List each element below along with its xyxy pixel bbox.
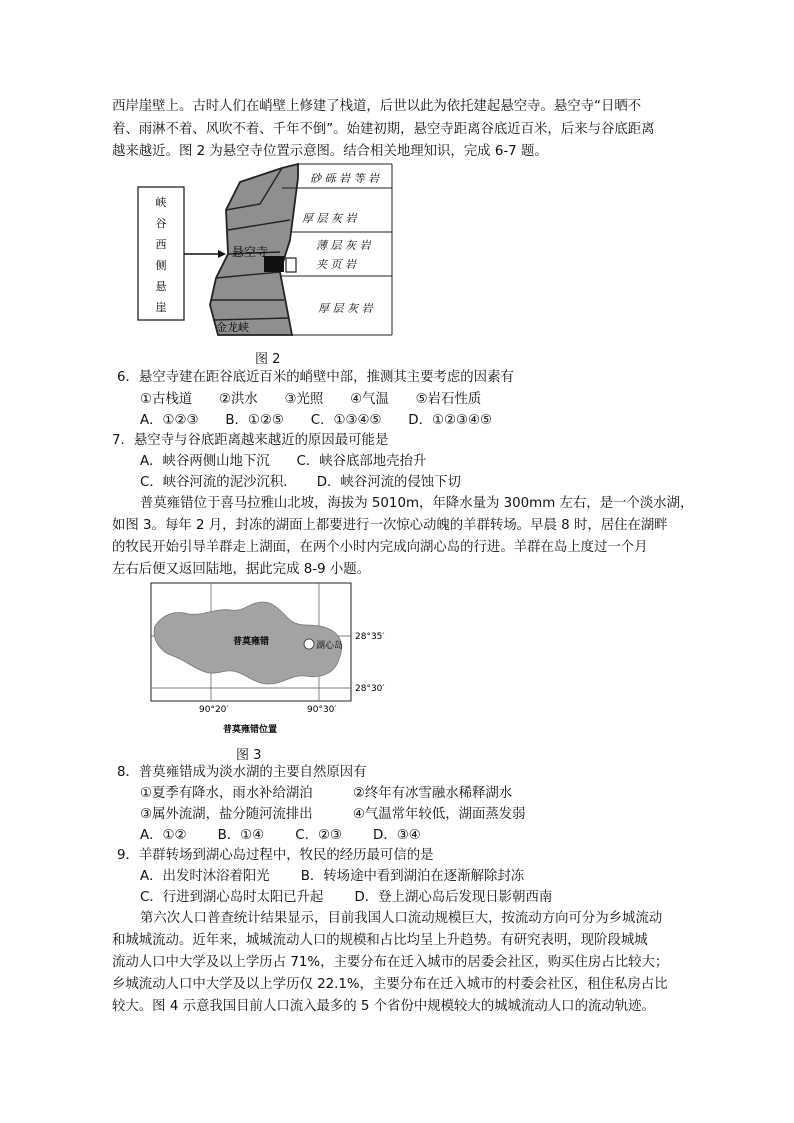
q6-stem: 6．悬空寺建在距谷底近百米的峭壁中部，推测其主要考虑的因素有 xyxy=(117,370,514,385)
cliff-label-char-4: 侧 xyxy=(155,259,167,272)
q8-items-row-1: ①夏季有降水，雨水补给湖泊 ②终年有冰雪融水稀释湖水 xyxy=(140,786,513,801)
layer-sandstone: 砂 砾 岩 等 岩 xyxy=(310,172,379,185)
para3-line-2: 和城城流动。近年来，城城流动人口的规模和占比均呈上升趋势。有研究表明，现阶段城城 xyxy=(112,933,648,948)
q9-stem: 9．羊群转场到湖心岛过程中，牧民的经历最可信的是 xyxy=(117,848,434,863)
q7-stem: 7．悬空寺与谷底距离越来越近的原因最可能是 xyxy=(112,433,389,448)
island-shape xyxy=(304,639,314,649)
arrow-head xyxy=(218,250,226,258)
q7-options-row-2: C．峡谷河流的泥沙沉积． D．峡谷河流的侵蚀下切 xyxy=(140,475,461,490)
para2-line-3: 的牧民开始引导羊群走上湖面，在两个小时内完成向湖心岛的行进。羊群在岛上度过一个月 xyxy=(112,540,648,555)
layer-thick-limestone-top: 厚 层 灰 岩 xyxy=(302,212,357,225)
para2-line-4: 左右后便又返回陆地，据此完成 8-9 小题。 xyxy=(112,562,371,577)
layer-thin-limestone: 薄 层 灰 岩 xyxy=(316,239,371,252)
intro-line-3: 越来越近。图 2 为悬空寺位置示意图。结合相关地理知识，完成 6-7 题。 xyxy=(112,144,548,159)
figure-3-map xyxy=(145,580,395,738)
para3-line-4: 乡城流动人口中大学及以上学历仅 22.1%，主要分布在迁入城市的村委会社区，租住私房占比 xyxy=(112,977,668,992)
q7-options-row-1: A．峡谷两侧山地下沉 C．峡谷底部地壳抬升 xyxy=(140,454,427,469)
lat-top-label: 28°35′ xyxy=(355,632,385,642)
temple-label: 悬空寺 xyxy=(232,245,269,259)
para3-line-1: 第六次人口普查统计结果显示，目前我国人口流动规模巨大，按流动方向可分为乡城流动 xyxy=(140,911,663,926)
intro-line-1: 西岸崖壁上。古时人们在峭壁上修建了栈道，后世以此为依托建起悬空寺。悬空寺“日晒不 xyxy=(112,99,642,114)
q9-options-row-2: C．行进到湖心岛时太阳已升起 D．登上湖心岛后发现日影朝西南 xyxy=(140,890,553,905)
island-label: 湖心岛 xyxy=(316,641,344,651)
q6-options: A．①②③ B．①②⑤ C．①③④⑤ D．①②③④⑤ xyxy=(140,413,492,428)
figure-2-caption: 图 2 xyxy=(255,352,281,367)
q6-items: ①古栈道 ②洪水 ③光照 ④气温 ⑤岩石性质 xyxy=(140,392,482,407)
cliff-label-char-1: 峡 xyxy=(155,196,167,209)
q9-options-row-1: A．出发时沐浴着阳光 B．转场途中看到湖泊在逐渐解除封冻 xyxy=(140,869,525,884)
lake-label: 普莫雍错 xyxy=(233,637,270,647)
figure-3-caption: 图 3 xyxy=(236,748,262,763)
cliff-label-char-2: 谷 xyxy=(155,217,167,230)
temple-hole xyxy=(286,258,296,272)
cliff-label-char-6: 崖 xyxy=(155,301,167,314)
para3-line-5: 较大。图 4 示意我国目前人口流入最多的 5 个省份中规模较大的城城流动人口的流动轨迹。 xyxy=(112,999,655,1014)
cliff-label-char-3: 西 xyxy=(155,238,167,251)
q8-options: A．①② B．①④ C．②③ D．③④ xyxy=(140,828,421,843)
para3-line-3: 流动人口中大学及以上学历占 71%，主要分布在迁入城市的居委会社区，购买住房占比较大； xyxy=(112,955,669,970)
para2-line-1: 普莫雍错位于喜马拉雅山北坡，海拔为 5010m，年降水量为 300mm 左右，是一个淡水湖， xyxy=(140,496,694,511)
q8-items-row-2: ③属外流湖，盐分随河流排出 ④气温常年较低，湖面蒸发弱 xyxy=(140,807,526,822)
lon-right-label: 90°30′ xyxy=(307,705,337,715)
figure-2-diagram xyxy=(130,160,400,342)
lat-bottom-label: 28°30′ xyxy=(355,684,385,694)
para2-line-2: 如图 3。每年 2 月，封冻的湖面上都要进行一次惊心动魄的羊群转场。早晨 8 时，居住在湖畔 xyxy=(112,518,668,533)
map-title: 普莫雍错位置 xyxy=(223,725,278,735)
cliff-label-char-5: 悬 xyxy=(155,280,167,293)
gorge-label: 金龙峡 xyxy=(216,321,249,334)
layer-thick-limestone-bottom: 厚 层 灰 岩 xyxy=(318,302,373,315)
layer-shale: 夹 页 岩 xyxy=(316,258,356,271)
lon-left-label: 90°20′ xyxy=(199,705,229,715)
intro-line-2: 着、雨淋不着、风吹不着、千年不倒”。始建初期，悬空寺距离谷底近百米，后来与谷底距离 xyxy=(112,122,655,137)
q8-stem: 8．普莫雍错成为淡水湖的主要自然原因有 xyxy=(117,765,367,780)
